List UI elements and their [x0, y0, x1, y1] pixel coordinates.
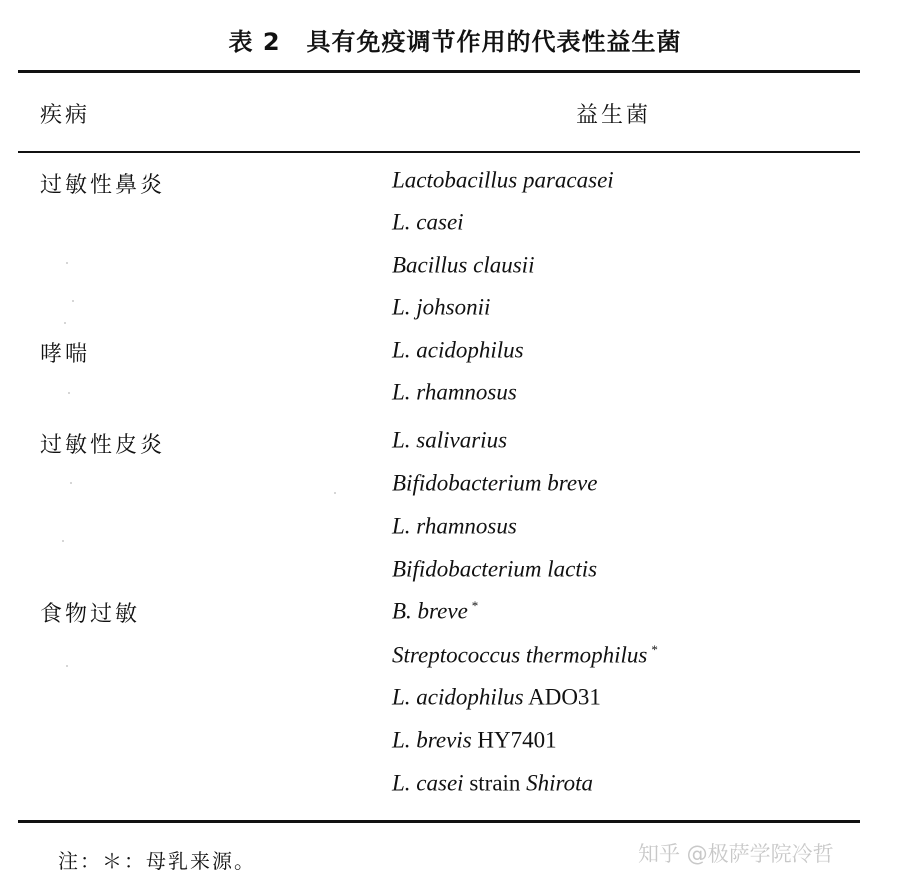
disease-allergic-rhinitis: 过敏性鼻炎: [40, 173, 166, 198]
strain-row: B. breve *: [392, 598, 479, 624]
scan-speck: [334, 492, 336, 494]
column-header-disease: 疾病: [40, 103, 91, 128]
scan-speck: [72, 300, 74, 302]
strain-row: Streptococcus thermophilus *: [392, 642, 658, 668]
strain-row: Lactobacillus paracasei: [392, 167, 614, 193]
scan-speck: [66, 665, 68, 667]
strain-row: L. acidophilus: [392, 337, 524, 363]
strain-row: L. casei: [392, 209, 464, 235]
footnote: 注：＊：母乳来源。: [58, 849, 256, 873]
table-title: [0, 22, 910, 57]
disease-food-allergy: 食物过敏: [40, 602, 141, 627]
scan-speck: [64, 322, 66, 324]
scan-speck: [70, 482, 72, 484]
table-number: 表 2: [228, 28, 281, 56]
scan-speck: [68, 392, 70, 394]
watermark: 知乎 @极萨学院冷哲: [638, 842, 834, 866]
disease-atopic-dermatitis: 过敏性皮炎: [40, 433, 166, 458]
strain-row: L. rhamnosus: [392, 379, 517, 405]
strain-row: L. rhamnosus: [392, 513, 517, 539]
header-rule: [18, 151, 860, 153]
scan-speck: [62, 540, 64, 542]
strain-row: L. salivarius: [392, 427, 508, 453]
strain-row: L. johsonii: [392, 294, 491, 320]
disease-asthma: 哮喘: [40, 342, 91, 367]
bottom-rule: [18, 820, 860, 823]
scan-speck: [66, 262, 68, 264]
strain-row: L. casei strain Shirota: [392, 770, 594, 796]
strain-row: Bacillus clausii: [392, 252, 535, 278]
strain-row: L. acidophilus ADO31: [392, 684, 601, 710]
strain-row: Bifidobacterium lactis: [392, 556, 598, 582]
table-caption: 具有免疫调节作用的代表性益生菌: [306, 28, 682, 56]
strain-row: L. brevis HY7401: [392, 727, 557, 753]
strain-row: Bifidobacterium breve: [392, 470, 598, 496]
column-header-probiotic: 益生菌: [576, 103, 652, 128]
top-rule: [18, 70, 860, 73]
